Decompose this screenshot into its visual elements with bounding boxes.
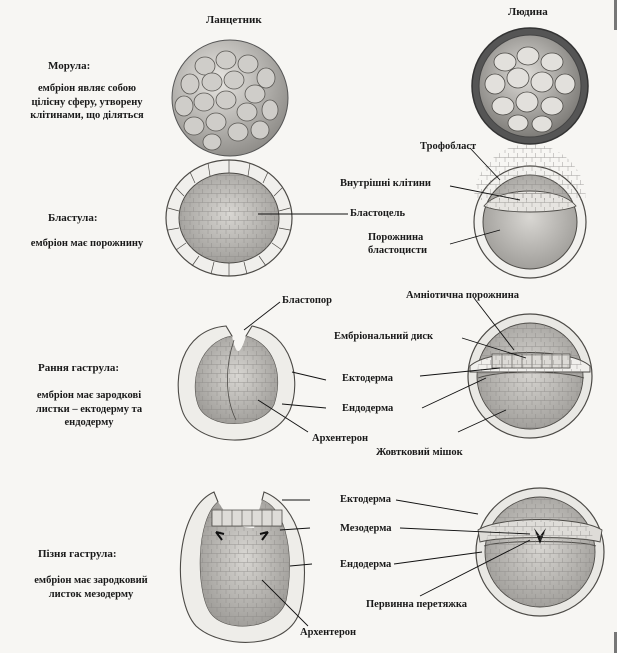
human-early-gastrula — [468, 314, 592, 438]
desc-line: цілісну сферу, утворену — [31, 96, 143, 108]
desc-line: листок мезодерму — [48, 588, 134, 600]
label-blastocoel: Бластоцель — [350, 208, 406, 219]
label-amniotic-cavity: Амніотична порожнина — [406, 290, 520, 301]
desc-line: ембріон являє собою — [38, 83, 136, 94]
label-blastocyst-cavity — [368, 231, 427, 257]
label-inner-cells: Внутрішні клітини — [340, 178, 431, 189]
stage-title-blastula: Бластула: — [48, 212, 98, 224]
stage-title-late-gastrula: Пізня гаструла: — [38, 548, 117, 560]
column-header-human: Людина — [508, 6, 548, 18]
desc-line: листки – ектодерму та — [35, 403, 143, 415]
column-header-lancelet: Ланцетник — [206, 14, 262, 26]
label-mesoderm: Мезодерма — [340, 523, 392, 534]
label-ectoderm-late: Ектодерма — [340, 494, 392, 505]
lancelet-late-gastrula — [180, 492, 304, 642]
lancelet-early-gastrula — [178, 326, 295, 440]
desc-line: клітинами, що діляться — [30, 110, 144, 122]
label-primitive-streak: Первинна перетяжка — [366, 599, 468, 610]
label-embryonic-disc: Ембріональний диск — [334, 331, 434, 342]
desc-line: ембріон має зародковий — [34, 575, 148, 586]
desc-line: ембріон має зародкові — [36, 390, 142, 401]
stage-title-morula: Морула: — [48, 60, 91, 72]
label-line: Порожнина — [368, 232, 424, 243]
label-archenteron-late: Архентерон — [300, 627, 357, 638]
label-ectoderm-early: Ектодерма — [342, 373, 394, 384]
label-blastopore: Бластопор — [282, 295, 333, 306]
desc-line: ембріон має порожнину — [30, 238, 144, 249]
human-late-gastrula — [476, 488, 604, 616]
label-trophoblast: Трофобласт — [420, 141, 477, 152]
label-line: бластоцисти — [368, 245, 428, 257]
label-endoderm-late: Ендодерма — [340, 559, 392, 570]
stage-title-early-gastrula: Рання гаструла: — [38, 362, 120, 374]
label-archenteron-early: Архентерон — [312, 433, 369, 444]
human-morula — [472, 28, 588, 144]
label-endoderm-early: Ендодерма — [342, 403, 394, 414]
human-blastocyst — [474, 144, 586, 278]
lancelet-morula — [172, 40, 288, 156]
desc-line: ендодерму — [64, 417, 114, 429]
label-yolk-sac: Жовтковий мішок — [376, 447, 463, 458]
lancelet-blastula — [166, 160, 292, 276]
